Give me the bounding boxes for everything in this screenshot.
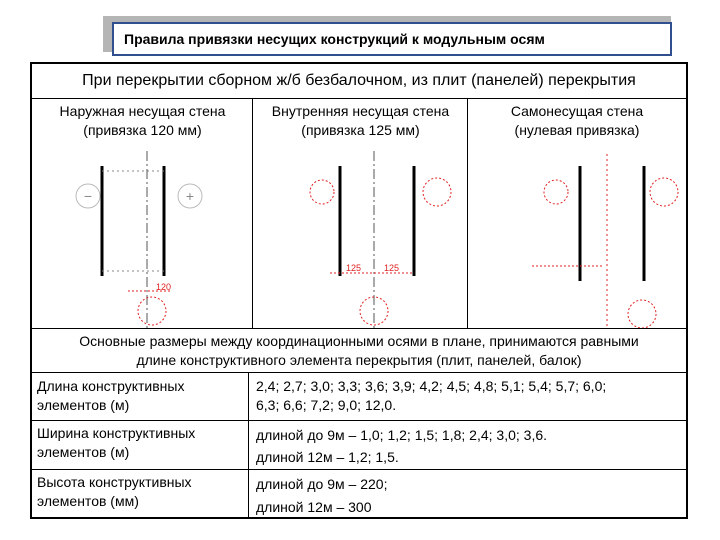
dimension-120-label: 120 bbox=[156, 282, 172, 292]
value-line: 6,3; 6,6; 7,2; 9,0; 12,0. bbox=[256, 397, 397, 413]
minus-sign: − bbox=[83, 188, 93, 204]
value-line: длиной до 9м – 1,0; 1,2; 1,5; 1,8; 2,4; 3,0; 3,6. bbox=[256, 427, 548, 443]
subtitle-row bbox=[32, 64, 686, 98]
inner-wall-diagram bbox=[310, 151, 451, 328]
column-header-outer-line1: Наружная несущая стена bbox=[59, 103, 226, 119]
column-header-outer bbox=[32, 102, 253, 140]
column-header-inner-line2: (привязка 125 мм) bbox=[301, 122, 420, 138]
value-line: 2,4; 2,7; 3,0; 3,3; 3,6; 3,9; 4,2; 4,5; 4,8; 5,1; 5,4; 5,7; 6,0; bbox=[256, 378, 607, 394]
column-header-inner bbox=[253, 102, 468, 140]
table-row-length-value bbox=[256, 377, 684, 415]
plus-sign: + bbox=[185, 188, 195, 204]
note-row bbox=[32, 332, 686, 370]
table-row-height-label bbox=[37, 473, 247, 511]
divider bbox=[32, 420, 686, 421]
outer-wall-diagram bbox=[76, 151, 202, 328]
table-row-width-label bbox=[37, 424, 247, 462]
divider bbox=[32, 372, 686, 373]
divider bbox=[32, 98, 686, 99]
slide-title bbox=[112, 22, 672, 56]
note-line1: Основные размеры между координационными осями в плане, принимаются равными bbox=[79, 333, 639, 349]
label-line: Длина конструктивных bbox=[37, 378, 185, 394]
label-line: Высота конструктивных bbox=[37, 474, 192, 490]
table-row-length-label bbox=[37, 377, 247, 415]
column-header-self-line2: (нулевая привязка) bbox=[514, 122, 640, 138]
column-header-inner-line1: Внутренняя несущая стена bbox=[271, 103, 450, 119]
axis-marker-circle bbox=[628, 300, 656, 328]
subtitle-text: При перекрытии сборном ж/б безбалочном, из плит (панелей) перекрытия bbox=[82, 72, 636, 89]
table-row-height-value bbox=[256, 473, 684, 519]
self-wall-diagram bbox=[532, 154, 678, 328]
divider bbox=[32, 328, 686, 329]
axis-marker-circle bbox=[423, 178, 451, 206]
label-line: Ширина конструктивных bbox=[37, 425, 196, 441]
label-line: элементов (мм) bbox=[37, 493, 139, 509]
value-line: длиной 12м – 300 bbox=[256, 499, 372, 515]
wall-diagrams bbox=[32, 146, 686, 328]
axis-marker-circle bbox=[310, 180, 334, 204]
label-line: элементов (м) bbox=[37, 397, 130, 413]
dimension-125-left-label: 125 bbox=[346, 263, 362, 273]
note-line2: длине конструктивного элемента перекрытия (плит, панелей, балок) bbox=[136, 352, 582, 368]
value-line: длиной до 9м – 220; bbox=[256, 476, 388, 492]
column-header-outer-line2: (привязка 120 мм) bbox=[83, 122, 202, 138]
divider bbox=[32, 469, 686, 470]
table-row-width-value bbox=[256, 424, 684, 468]
value-line: длиной 12м – 1,2; 1,5. bbox=[256, 449, 399, 465]
column-header-self bbox=[468, 102, 686, 140]
axis-marker-circle bbox=[138, 297, 166, 325]
rules-table bbox=[30, 62, 688, 519]
axis-marker-circle bbox=[650, 178, 678, 206]
column-header-self-line1: Самонесущая стена bbox=[510, 103, 644, 119]
label-line: элементов (м) bbox=[37, 444, 130, 460]
dimension-125-right-label: 125 bbox=[384, 263, 400, 273]
axis-marker-circle bbox=[544, 180, 568, 204]
slide-title-text: Правила привязки несущих конструкций к модульным осям bbox=[124, 31, 545, 47]
divider bbox=[248, 372, 249, 519]
